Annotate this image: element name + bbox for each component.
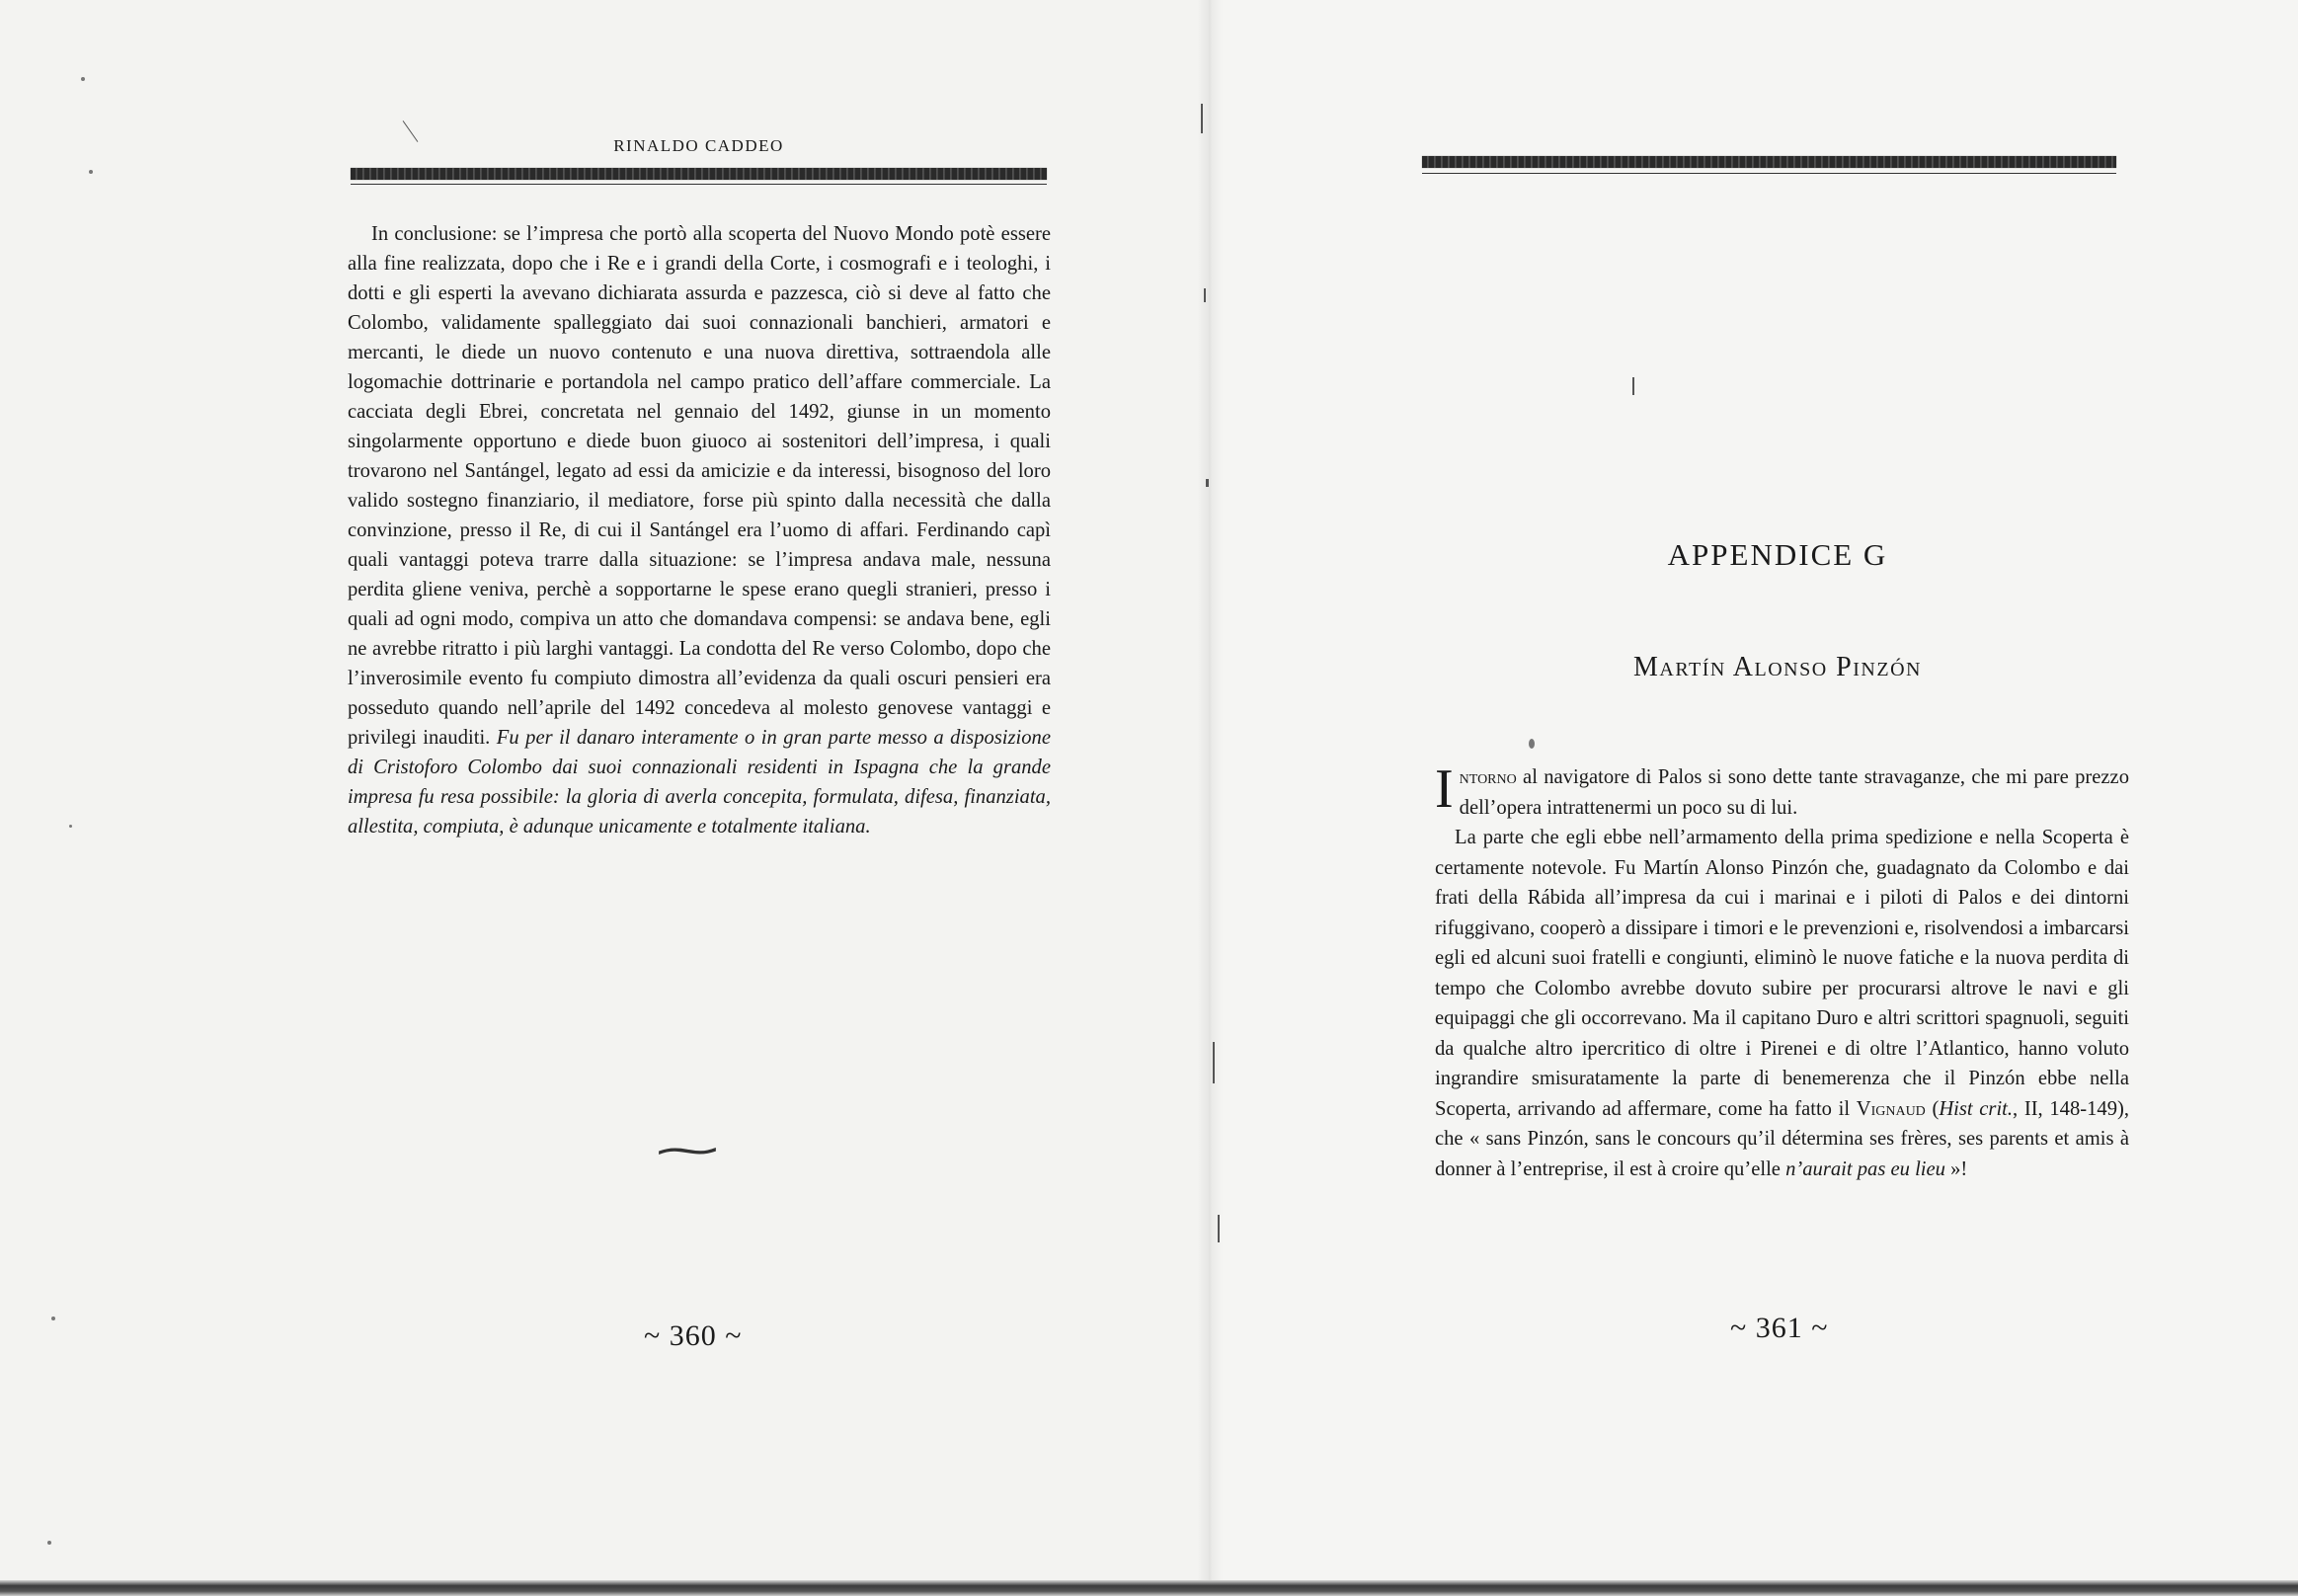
header-rule-right-thin <box>1422 173 2116 174</box>
tail-ornament-left: ⁓ <box>656 1128 719 1173</box>
right-paragraph-1 <box>1435 758 2129 823</box>
chapter-title: Martín Alonso Pinzón <box>1633 652 1922 682</box>
lead-word: ntorno <box>1459 766 1517 788</box>
scan-speck <box>81 77 85 81</box>
scan-mark <box>1206 479 1209 487</box>
page-number-left: ~ 360 ~ <box>644 1319 743 1352</box>
right-paragraph-2 <box>1435 823 2129 1184</box>
scan-speck <box>89 170 93 174</box>
scan-mark <box>1204 288 1206 302</box>
citation-title: Hist crit. <box>1939 1097 2014 1120</box>
running-head: RINALDO CADDEO <box>613 136 784 155</box>
book-gutter <box>1197 0 1223 1580</box>
appendix-title: APPENDICE G <box>1667 537 1888 572</box>
right-paragraph-2-end: »! <box>1944 1157 1968 1180</box>
scan-bottom-edge <box>0 1580 2298 1596</box>
quote-italic: n’aurait pas eu lieu <box>1785 1157 1945 1180</box>
drop-cap: I <box>1435 758 1454 820</box>
right-body-text <box>1435 758 2129 1184</box>
right-paragraph-2-text: La parte che egli ebbe nell’armamento della prima spedizione e nella Scoperta è certamente notevole. Fu Martín Alonso Pinzón che, guadagnato da Colombo e dai frati della Rábida all’impresa da cui i marinai e i piloti di Palos e dei dintorni rifuggivano, cooperò a dissipare i timori e le prevenzioni e, risolvendosi a imbarcarsi egli ed alcuni suoi fratelli e congiunti, eliminò le nuove fatiche e la nuova perdita di tempo che Colombo avrebbe dovuto subire per procurarsi altrove le navi e gli equipaggi che gli occorrevano. Ma il capitano Duro e altri scrittori spagnuoli, seguiti da qualche altro ipercritico di oltre i Pirenei e di oltre l’Atlantico, hanno voluto ingrandire smisuratamente la parte di benemerenza che il Pinzón ebbe nella Scoperta, arrivando ad affermare, come ha fatto il <box>1435 827 2129 1120</box>
left-paragraph-italic: Fu per il danaro interamente o in gran parte messo a disposizione di Cristoforo Colombo dai suoi connazionali residenti in Ispagna che la grande impresa fu resa possibile: la gloria di averla concepita, formulata, difesa, finanziata, allestita, compiuta, è adunque unicamente e totalmente italiana. <box>348 727 1051 838</box>
right-paragraph-1-text: al navigatore di Palos si sono dette tante stravaganze, che mi pare prezzo dell’opera intrattenermi un poco su di lui. <box>1459 766 2129 819</box>
right-paragraph-2-mid: , II, 148-149), che « sans Pinzón, sans le concours qu’il détermina ses frères, ses parents et amis à donner à l’entreprise, il est à croire qu’elle <box>1435 1097 2129 1180</box>
scan-speck <box>47 1541 51 1545</box>
left-paragraph-roman: In conclusione: se l’impresa che portò alla scoperta del Nuovo Mondo potè essere alla fine realizzata, dopo che i Re e i grandi della Corte, i cosmografi e i teologhi, i dotti e gli esperti la avevano dichiarata assurda e pazzesca, ciò si deve al fatto che Colombo, validamente spalleggiato dai suoi connazionali banchieri, armatori e mercanti, le diede un nuovo contenuto e una nuova direttiva, sottraendola alle logomachie dottrinarie e portandola nel campo pratico dell’affare commerciale. La cacciata degli Ebrei, concretata nel gennaio del 1492, giunse in un momento singolarmente opportuno e diede buon giuoco ai sostenitori dell’impresa, i quali trovarono nel Santángel, legato ad essi da amicizie e da interessi, bisognoso del loro valido sostegno finanziario, il mediatore, forse più spinto dalla necessità che dalla convinzione, presso il Re, di cui il Santángel era l’uomo di affari. Ferdinando capì quali vantaggi poteva trarre dalla situazione: se l’impresa andava male, nessuna perdita gliene veniva, perchè a sopportarne le spese erano quegli stranieri, presso i quali ad ogni modo, compiva un atto che domandava compensi: se andava bene, egli ne avrebbe ritratto i più larghi vantaggi. La condotta del Re verso Colombo, dopo che l’inverosimile evento fu compiuto dimostra all’evidenza da quali oscuri pensieri era posseduto quando nell’aprile del 1492 concedeva al molesto genovese vantaggi e privilegi inauditi. <box>348 223 1051 749</box>
left-paragraph <box>348 219 1051 841</box>
scan-speck <box>69 825 72 828</box>
scan-speck <box>1529 739 1535 749</box>
header-rule-left <box>351 168 1047 180</box>
scan-mark <box>1201 104 1203 133</box>
header-rule-right <box>1422 156 2116 168</box>
left-body-text <box>348 219 1051 841</box>
author-name: Vignaud <box>1856 1097 1926 1120</box>
header-rule-left-thin <box>351 184 1047 185</box>
scan-speck <box>51 1317 55 1320</box>
page-number-right: ~ 361 ~ <box>1730 1312 1829 1344</box>
scan-mark <box>1218 1215 1220 1242</box>
scan-mark <box>1632 377 1634 395</box>
scan-mark <box>1213 1042 1215 1083</box>
paren-open: ( <box>1925 1097 1940 1120</box>
